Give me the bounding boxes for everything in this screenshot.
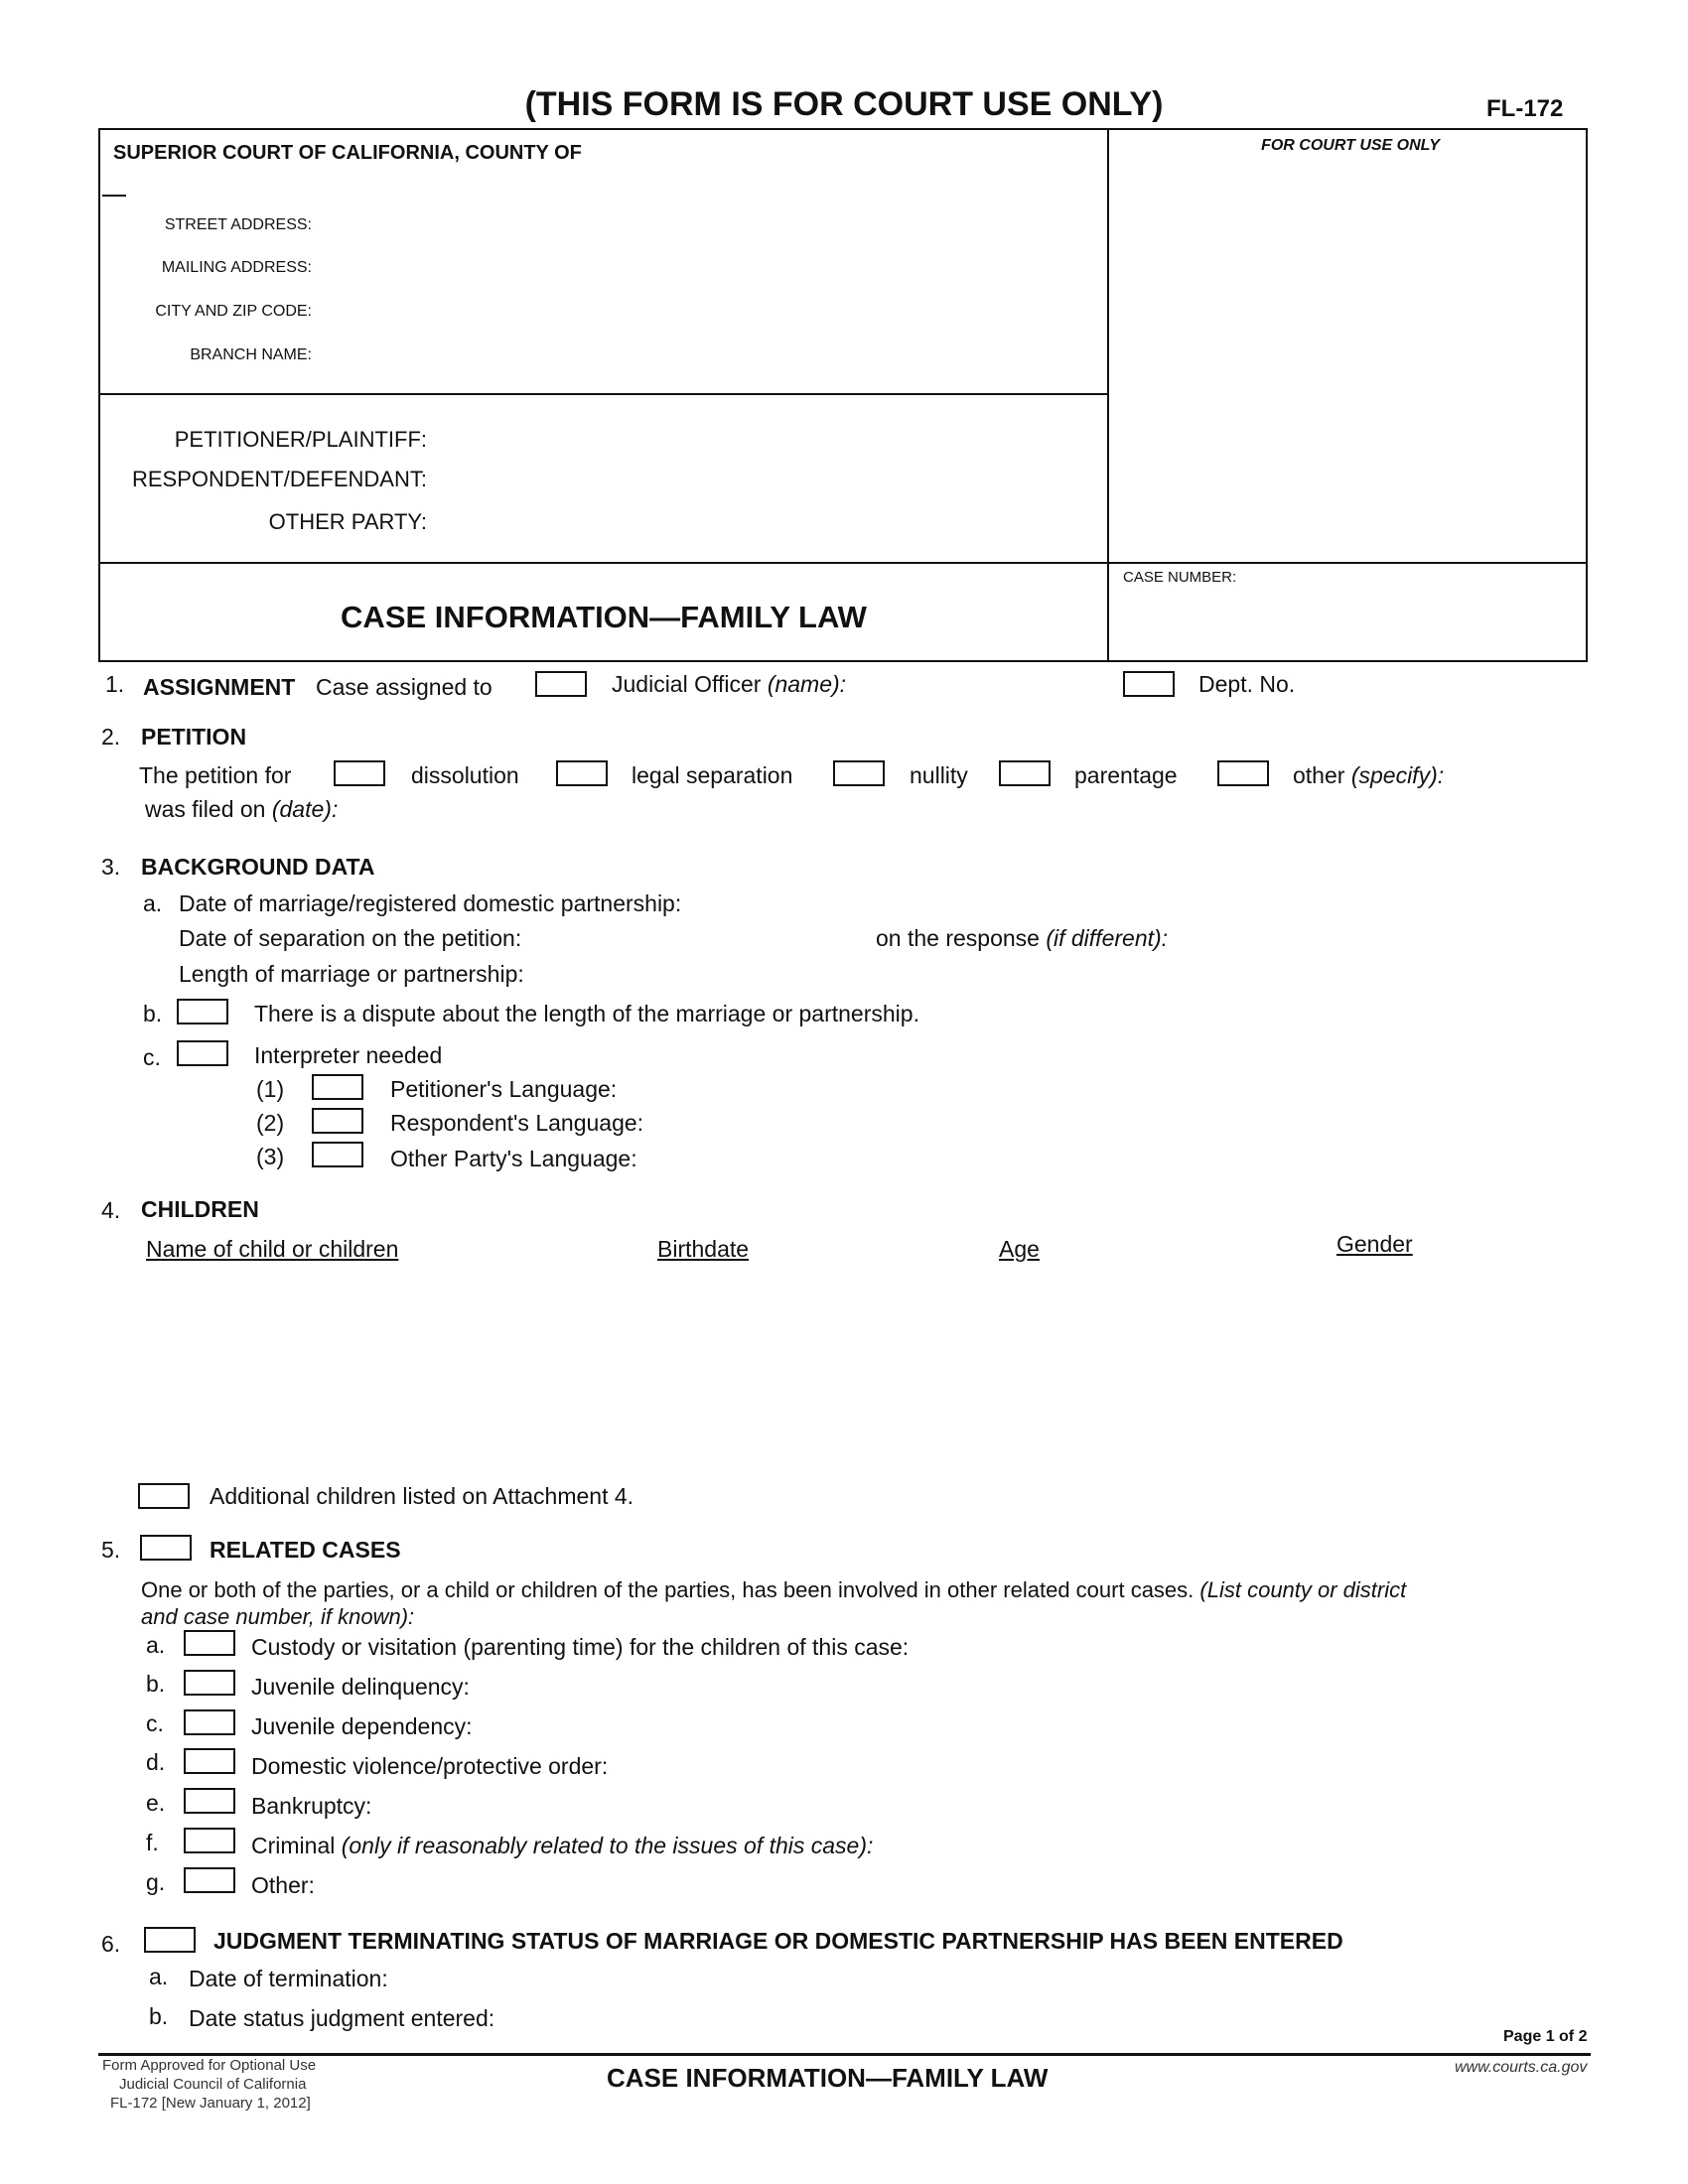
bankruptcy-checkbox[interactable] [184,1788,235,1814]
respondent-language-checkbox[interactable] [312,1108,363,1134]
street-address-label: STREET ADDRESS: [164,216,312,233]
bankruptcy-label: Bankruptcy: [251,1793,372,1819]
other-party-language-label: Other Party's Language: [390,1146,637,1171]
s6-b-letter: b. [149,2003,169,2029]
dept-no-label: Dept. No. [1198,671,1296,697]
interpreter-needed-checkbox[interactable] [177,1040,228,1066]
dissolution-checkbox[interactable] [334,760,385,786]
footer-council: Judicial Council of California [119,2076,307,2093]
date-status-judgment-label: Date status judgment entered: [189,2005,495,2031]
other-related-case-label: Other: [251,1872,315,1898]
children-birthdate-header: Birthdate [657,1236,750,1262]
court-use-only-label: FOR COURT USE ONLY [1261,137,1440,154]
nullity-checkbox[interactable] [833,760,885,786]
response-date-label: on the response (if different): [876,925,1169,951]
dispute-length-checkbox[interactable] [177,999,228,1024]
s1-number: 1. [105,671,125,697]
parentage-checkbox[interactable] [999,760,1051,786]
parentage-label: parentage [1074,762,1178,788]
mailing-address-label: MAILING ADDRESS: [161,259,312,276]
other-party-language-checkbox[interactable] [312,1142,363,1167]
petitioner-language-checkbox[interactable] [312,1074,363,1100]
legal-separation-checkbox[interactable] [556,760,608,786]
s1-title: ASSIGNMENT [143,674,296,700]
s6-number: 6. [101,1931,121,1957]
branch-name-label: BRANCH NAME: [190,346,312,363]
s1-text: Case assigned to [316,674,492,700]
s4-number: 4. [101,1197,121,1223]
interpreter-needed-label: Interpreter needed [254,1042,443,1068]
date-of-marriage-label: Date of marriage/registered domestic partnership: [179,890,682,916]
city-zip-label: CITY AND ZIP CODE: [155,303,312,320]
form-title: CASE INFORMATION—FAMILY LAW [341,600,867,634]
children-age-header: Age [999,1236,1040,1262]
s5-e-letter: e. [146,1790,166,1816]
other-petition-checkbox[interactable] [1217,760,1269,786]
dissolution-label: dissolution [411,762,519,788]
footer-website[interactable]: www.courts.ca.gov [1455,2059,1588,2076]
juvenile-delinquency-checkbox[interactable] [184,1670,235,1696]
footer-approved: Form Approved for Optional Use [102,2057,317,2074]
juvenile-dependency-label: Juvenile dependency: [251,1713,473,1739]
caption-vertical-divider [1107,128,1109,662]
s3-c-letter: c. [143,1044,161,1070]
s4-title: CHILDREN [141,1196,259,1222]
nullity-label: nullity [910,762,968,788]
case-number-label: CASE NUMBER: [1123,569,1237,586]
judicial-officer-checkbox[interactable] [535,671,587,697]
juvenile-dependency-checkbox[interactable] [184,1709,235,1735]
domestic-violence-checkbox[interactable] [184,1748,235,1774]
filed-on-label: was filed on (date): [145,796,339,822]
criminal-checkbox[interactable] [184,1828,235,1853]
s5-c-letter: c. [146,1710,164,1736]
criminal-label: Criminal (only if reasonably related to the issues of this case): [251,1833,874,1858]
court-divider [98,393,1109,395]
children-gender-header: Gender [1336,1231,1413,1257]
language-1-number: (1) [256,1076,285,1102]
petitioner-language-label: Petitioner's Language: [390,1076,618,1102]
domestic-violence-label: Domestic violence/protective order: [251,1753,609,1779]
court-name: SUPERIOR COURT OF CALIFORNIA, COUNTY OF [113,142,582,164]
date-of-termination-label: Date of termination: [189,1966,388,1991]
additional-children-checkbox[interactable] [138,1483,190,1509]
respondent-language-label: Respondent's Language: [390,1110,644,1136]
s5-a-letter: a. [146,1632,166,1658]
dispute-length-label: There is a dispute about the length of the marriage or partnership. [254,1001,919,1026]
page-number: Page 1 of 2 [1503,2028,1588,2045]
s5-f-letter: f. [146,1830,159,1855]
county-mark [102,195,126,197]
juvenile-delinquency-label: Juvenile delinquency: [251,1674,470,1700]
language-3-number: (3) [256,1144,285,1169]
s2-title: PETITION [141,724,247,750]
other-petition-label: other (specify): [1293,762,1445,788]
s3-number: 3. [101,854,121,880]
s5-b-letter: b. [146,1671,166,1697]
s2-number: 2. [101,724,121,750]
s2-lead: The petition for [139,762,292,788]
s3-b-letter: b. [143,1001,163,1026]
respondent-label: RESPONDENT/DEFENDANT: [131,467,427,491]
s5-d-letter: d. [146,1749,166,1775]
other-party-label: OTHER PARTY: [268,509,427,534]
children-name-header: Name of child or children [146,1236,399,1262]
footer-form-id: FL-172 [New January 1, 2012] [110,2095,311,2112]
additional-children-label: Additional children listed on Attachment 4. [210,1483,634,1509]
form-number: FL-172 [1486,95,1564,122]
top-title: (THIS FORM IS FOR COURT USE ONLY) [524,85,1164,123]
footer-rule [98,2053,1591,2056]
s5-title: RELATED CASES [210,1537,401,1563]
s3-a-letter: a. [143,890,163,916]
other-related-case-checkbox[interactable] [184,1867,235,1893]
judgment-entered-checkbox[interactable] [144,1927,196,1953]
s5-number: 5. [101,1537,121,1563]
s3-title: BACKGROUND DATA [141,854,375,880]
judicial-officer-label: Judicial Officer (name): [612,671,847,697]
date-of-separation-label: Date of separation on the petition: [179,925,522,951]
parties-divider [98,562,1588,564]
language-2-number: (2) [256,1110,285,1136]
related-cases-checkbox[interactable] [140,1535,192,1561]
length-of-marriage-label: Length of marriage or partnership: [179,961,524,987]
related-cases-intro-2: and case number, if known): [141,1604,415,1629]
s5-g-letter: g. [146,1869,166,1895]
s6-a-letter: a. [149,1964,169,1989]
petitioner-label: PETITIONER/PLAINTIFF: [174,427,427,452]
dept-no-checkbox[interactable] [1123,671,1175,697]
custody-label: Custody or visitation (parenting time) for the children of this case: [251,1634,910,1660]
related-cases-intro: One or both of the parties, or a child or children of the parties, has been involved in other related court cases. (List county or district [141,1577,1407,1602]
caption-box [98,128,1588,662]
s6-title: JUDGMENT TERMINATING STATUS OF MARRIAGE OR DOMESTIC PARTNERSHIP HAS BEEN ENTERED [213,1928,1343,1954]
footer-title: CASE INFORMATION—FAMILY LAW [607,2063,1049,2093]
custody-checkbox[interactable] [184,1630,235,1656]
legal-separation-label: legal separation [632,762,793,788]
